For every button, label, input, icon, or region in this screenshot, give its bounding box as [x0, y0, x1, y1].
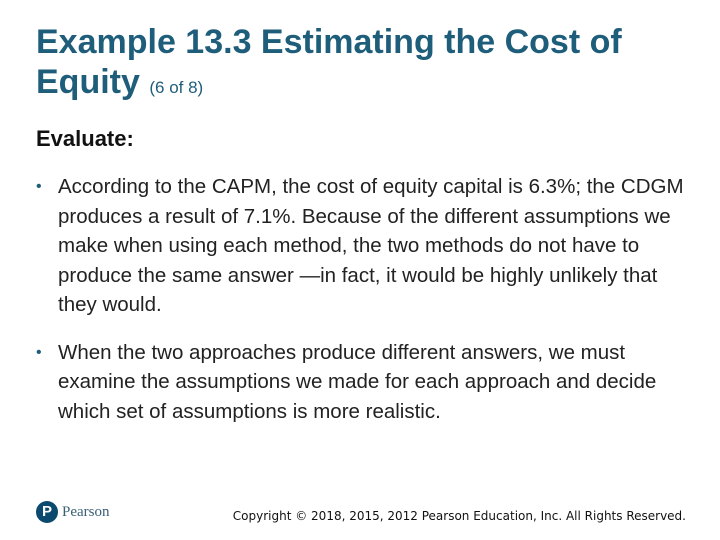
slide-title-sub: (6 of 8) [149, 78, 204, 97]
bullet-list [36, 172, 686, 444]
pearson-logo-text: Pearson [62, 503, 110, 520]
bullet-text: According to the CAPM, the cost of equity capital is 6.3%; the CDGM produces a result of 7.1%. Because of the different assumptions we make when using each method, the two methods do not have to produce the same answer —in fact, it would be highly unlikely that they would. [58, 175, 684, 316]
slide-title-main: Example 13.3 Estimating the Cost of Equity [36, 23, 622, 101]
bullet-text: When the two approaches produce different answers, we must examine the assumptions we made for each approach and decide which set of assumptions is more realistic. [58, 340, 657, 423]
slide-title [36, 22, 696, 108]
copyright-notice: Copyright © 2018, 2015, 2012 Pearson Education, Inc. All Rights Reserved. [232, 509, 686, 523]
bullet-icon: • [36, 178, 42, 195]
bullet-item [36, 338, 686, 427]
pearson-logo [36, 501, 110, 523]
pearson-logo-icon: P [36, 501, 58, 523]
bullet-icon: • [36, 343, 42, 361]
section-heading: Evaluate: [36, 126, 134, 151]
bullet-item [36, 172, 686, 320]
